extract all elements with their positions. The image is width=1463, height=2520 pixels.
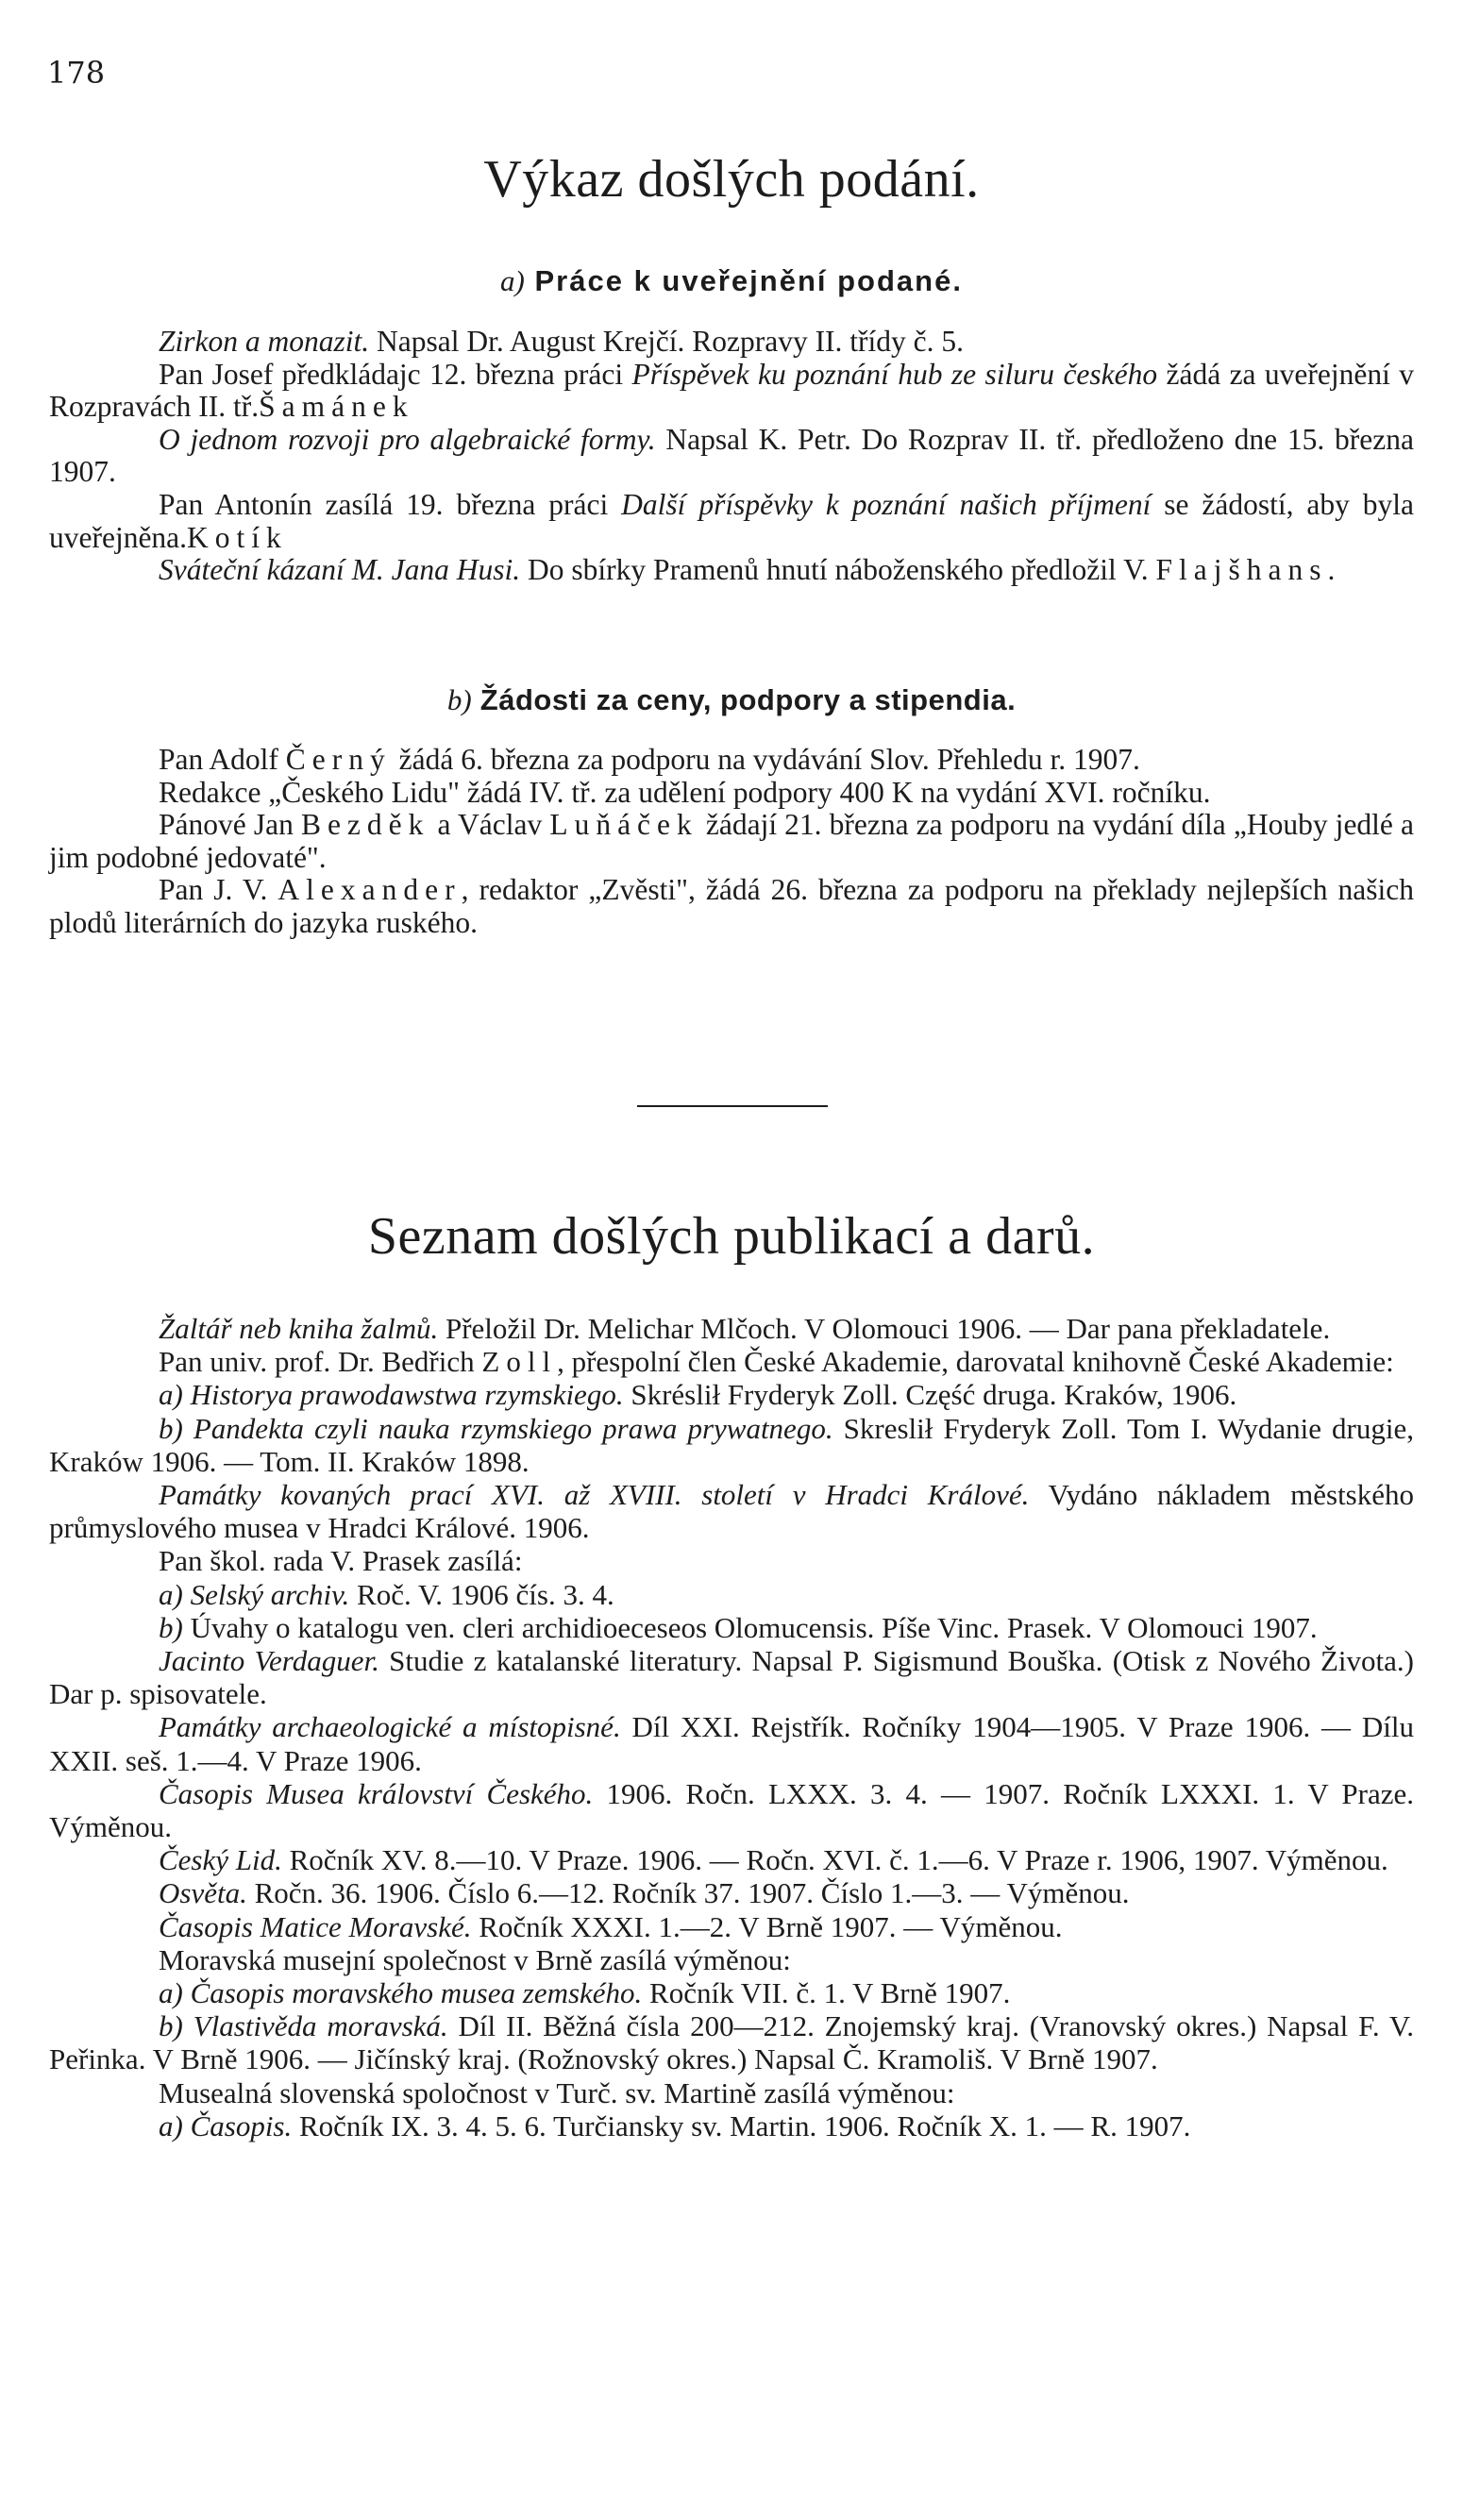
entry-title-italic: Žaltář neb kniha žalmů. — [159, 1312, 439, 1345]
entry-paragraph — [49, 1378, 1414, 1411]
entry-paragraph — [49, 1412, 1414, 1478]
entry-title-italic: Další příspěvky k poznání našich příjmení — [621, 487, 1152, 521]
entry-text: Úvahy o katalogu ven. cleri archidioeceseos Olomucensis. Píše Vinc. Prasek. V Olomouci 1907. — [190, 1610, 1318, 1644]
entry-paragraph — [49, 874, 1414, 939]
entry-paragraph — [49, 1843, 1414, 1876]
entry-text: Díl II. Běžná čísla 200—212. Znojemský kraj. (Vranovský okres.) Napsal F. V. Peřinka. V Brně 1906. — Jičínský kraj. (Rožnovský okres.) Napsal Č. Kramoliš. V Brně 1907. — [49, 2009, 1415, 2076]
entry-paragraph — [49, 1544, 1414, 1577]
entry-title-italic: Památky archaeologické a místopisné. — [159, 1710, 621, 1744]
entry-text: Moravská musejní společnost v Brně zasílá výměnou: — [159, 1942, 791, 1976]
entry-paragraph — [49, 777, 1414, 810]
entry-title-italic: Pandekta czyli nauka rzymskiego prawa prywatnego. — [193, 1411, 833, 1445]
heading-seznam: Seznam došlých publikací a darů. — [367, 1207, 1096, 1266]
entry-paragraph — [49, 554, 1414, 587]
section-a-heading — [0, 264, 1463, 298]
entry-title-italic: Český Lid. — [159, 1843, 282, 1877]
entry-title-italic: Vlastivěda moravská. — [193, 2009, 448, 2043]
entry-text: Skreslił Fryderyk Zoll. Tom I. Wydanie drugie, Kraków 1906. — Tom. II. Kraków 1898. — [49, 1411, 1414, 1478]
entry-paragraph — [49, 2076, 1414, 2109]
entry-text: se žádostí, aby byla uveřejněna. — [49, 487, 1415, 554]
entry-paragraph — [49, 1578, 1414, 1611]
entry-title-italic: Časopis Matice Moravské. — [159, 1909, 472, 1943]
entry-title-italic: Časopis Musea království Českého. — [159, 1776, 594, 1810]
section-b-title: Žádosti za ceny, podpory a stipendia. — [479, 683, 1017, 716]
entry-name-spaced: Šamánek — [259, 390, 414, 424]
section-a-entries — [49, 326, 1414, 587]
entry-paragraph — [49, 1611, 1414, 1644]
entry-paragraph — [49, 1478, 1414, 1544]
entry-title-italic: Osvěta. — [159, 1876, 247, 1910]
section-a-letter: a) — [500, 264, 525, 297]
heading-vykaz: Výkaz došlých podání. — [483, 150, 980, 209]
entry-paragraph — [49, 359, 1414, 424]
entry-text: Napsal Dr. August Krejčí. Rozpravy II. třídy č. 5. — [369, 325, 965, 358]
entry-text: 1906. Ročn. LXXX. 3. 4. — 1907. Ročník LXXXI. 1. V Praze. Výměnou. — [49, 1776, 1414, 1844]
entry-text: žádá 6. března za podporu na vydávání Slov. Přehledu r. 1907. — [391, 743, 1140, 776]
entry-item-letter: a) — [159, 1976, 191, 2010]
entry-text: Díl XXI. Rejstřík. Ročníky 1904—1905. V Praze 1906. — Dílu XXII. seš. 1.—4. V Praze 1906. — [49, 1710, 1414, 1777]
entry-middle: a Václav — [429, 808, 550, 842]
entry-paragraph — [49, 1710, 1414, 1776]
entry-prefix: Pan Josef — [159, 357, 282, 391]
entry-paragraph — [49, 1943, 1414, 1976]
entry-prefix: Pan J. V. — [159, 873, 278, 907]
entry-text: Roč. V. 1906 čís. 3. 4. — [349, 1577, 614, 1611]
entry-middle: předkládajc 12. března práci — [281, 357, 632, 391]
entry-item-letter: b) — [159, 2009, 193, 2043]
entry-name-spaced: Zoll — [481, 1345, 558, 1379]
entry-text: Ročník IX. 3. 4. 5. 6. Turčiansky sv. Martin. 1906. Ročník X. 1. — R. 1907. — [292, 2108, 1191, 2142]
entry-item-letter: a) — [159, 2108, 191, 2142]
entry-title-italic: Časopis moravského musea zemského. — [190, 1976, 643, 2010]
entry-text: Ročník XXXI. 1.—2. V Brně 1907. — Výměnou. — [471, 1909, 1063, 1943]
entry-paragraph — [49, 1976, 1414, 2009]
entry-title-italic: Zirkon a monazit. — [159, 325, 370, 358]
entry-text: Vydáno nákladem městského průmyslového musea v Hradci Králové. 1906. — [49, 1478, 1414, 1545]
publications-entries — [49, 1312, 1414, 2142]
entry-item-letter: a) — [159, 1577, 191, 1611]
entry-paragraph — [49, 744, 1414, 777]
entry-prefix: Pan Antonín — [159, 487, 326, 521]
entry-text: , přespolní člen České Akademie, darovatal knihovně České Akademie: — [557, 1345, 1394, 1379]
entry-text: Studie z katalanské literatury. Napsal P. Sigismund Bouška. (Otisk z Nového Života.) Dar p. spisovatele. — [49, 1644, 1414, 1711]
entry-paragraph — [49, 424, 1414, 489]
entry-text: Ročník XV. 8.—10. V Praze. 1906. — Ročn. XVI. č. 1.—6. V Praze r. 1906, 1907. Výměnou. — [281, 1843, 1388, 1877]
entry-text: Skréslił Fryderyk Zoll. Część druga. Kraków, 1906. — [623, 1378, 1237, 1412]
entry-text: Do sbírky Pramenů hnutí náboženského předložil V. — [520, 553, 1156, 587]
entry-title-italic: Památky kovaných prací XVI. až XVIII. století v Hradci Králové. — [159, 1478, 1030, 1512]
entry-paragraph — [49, 2109, 1414, 2142]
section-b-letter: b) — [446, 683, 472, 716]
entry-title-italic: Časopis. — [190, 2108, 293, 2142]
entry-text: Pan škol. rada V. Prasek zasílá: — [159, 1544, 523, 1578]
section-a-title: Práce k uveřejnění podané. — [534, 264, 963, 297]
entry-paragraph — [49, 1644, 1414, 1710]
entry-text: Musealná slovenská spoločnost v Turč. sv. Martině zasílá výměnou: — [159, 2075, 955, 2109]
entry-paragraph — [49, 489, 1414, 554]
entry-text: , redaktor „Zvěsti", žádá 26. března za podporu na překlady nejlepších našich plodů literárních do jazyka ruského. — [49, 873, 1414, 939]
entry-paragraph — [49, 1876, 1414, 1909]
entry-prefix: Pánové Jan — [159, 808, 301, 842]
entry-paragraph — [49, 326, 1414, 359]
entry-paragraph — [49, 809, 1414, 874]
section-b-heading — [0, 683, 1463, 717]
entry-item-letter: b) — [159, 1411, 193, 1445]
entry-name-spaced: Kotík — [187, 520, 288, 554]
entry-prefix: Pan univ. prof. Dr. Bedřich — [159, 1345, 482, 1379]
section-divider — [637, 1105, 828, 1107]
entry-name-spaced: Flajšhans. — [1155, 553, 1342, 587]
entry-item-letter: a) — [159, 1378, 191, 1412]
entry-title-italic: Příspěvek ku poznání hub ze siluru českého — [631, 357, 1158, 391]
entry-text: Ročník VII. č. 1. V Brně 1907. — [642, 1976, 1011, 2010]
entry-text: Napsal K. Petr. Do Rozprav II. tř. předloženo dne 15. března 1907. — [49, 422, 1414, 489]
entry-text: Redakce „Českého Lidu" žádá IV. tř. za udělení podpory 400 K na vydání XVI. ročníku. — [159, 775, 1211, 809]
entry-text: žádají 21. března za podporu na vydání díla „Houby jedlé a jim podobné jedovaté". — [49, 808, 1414, 874]
entry-title-italic: O jednom rozvoji pro algebraické formy. — [159, 422, 656, 456]
page-number: 178 — [47, 55, 106, 91]
entry-prefix: Pan Adolf — [159, 743, 286, 776]
entry-title-italic: Jacinto Verdaguer. — [159, 1644, 379, 1678]
entry-name-spaced: Luňáček — [549, 808, 698, 842]
entry-paragraph — [49, 1777, 1414, 1843]
entry-middle: zasílá 19. března práci — [325, 487, 622, 521]
entry-name-spaced: Černý — [285, 743, 392, 776]
entry-title-italic: Historya prawodawstwa rzymskiego. — [190, 1378, 624, 1412]
entry-name-spaced: Alexander — [277, 873, 462, 907]
entry-text: Přeložil Dr. Melichar Mlčoch. V Olomouci 1906. — Dar pana překladatele. — [438, 1312, 1331, 1345]
entry-paragraph — [49, 1910, 1414, 1943]
section-b-entries — [49, 744, 1414, 940]
entry-text: žádá za uveřejnění v Rozpravách II. tř. — [49, 357, 1414, 424]
entry-name-spaced: Bezděk — [300, 808, 430, 842]
entry-title-italic: Selský archiv. — [190, 1577, 350, 1611]
entry-title-italic: Sváteční kázaní M. Jana Husi. — [159, 553, 521, 587]
entry-paragraph — [49, 2009, 1414, 2075]
entry-item-letter: b) — [159, 1610, 191, 1644]
entry-text: Ročn. 36. 1906. Číslo 6.—12. Ročník 37. 1907. Číslo 1.—3. — Výměnou. — [246, 1876, 1130, 1910]
entry-paragraph — [49, 1312, 1414, 1345]
entry-paragraph — [49, 1345, 1414, 1378]
